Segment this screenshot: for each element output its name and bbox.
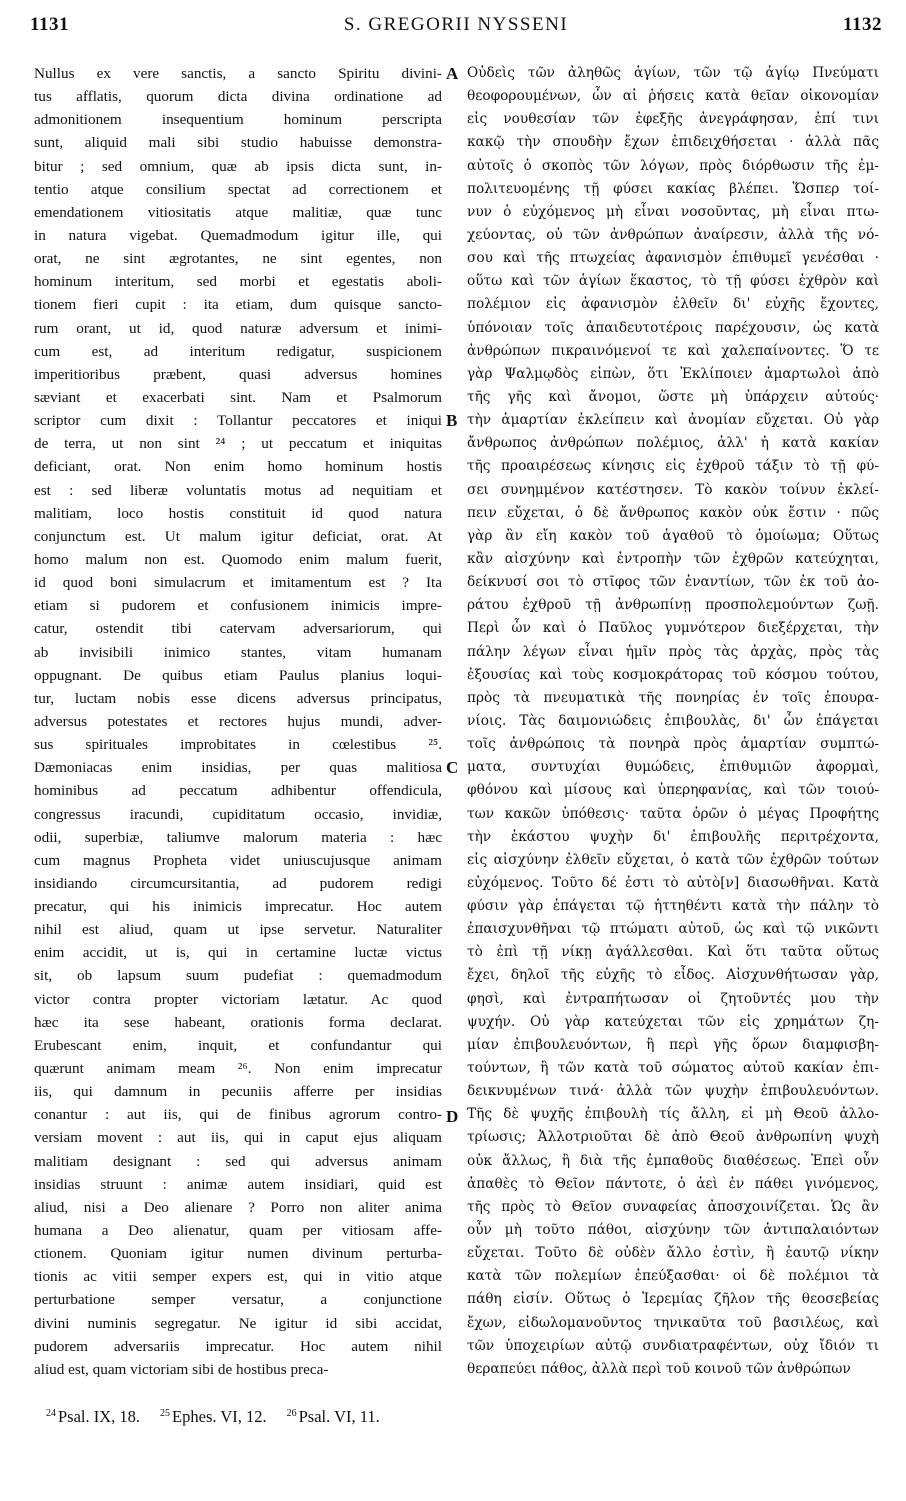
latin-text-line: malitiam designant : sed qui adversus animam — [34, 1152, 442, 1170]
latin-text-line: versiam movent : aut iis, qui in caput ejus aliquam — [34, 1129, 442, 1147]
greek-text-line: δείκνυσί σοι τὸ στῖφος τῶν ἐναντίων, τῶν ἐκ τοῦ ἀο- — [467, 574, 879, 591]
footnote — [160, 1407, 267, 1426]
latin-text-line: ab invisibili inimico stantes, vitam humanam — [34, 643, 442, 661]
latin-text-line: scriptor cum dixit : Tollantur peccatores et iniqui — [34, 412, 442, 430]
greek-text-line: τῆς πρὸς τὸ Θεῖον συναφείας ἀποσχοινίζεται. Ὡς ἂν — [467, 1198, 879, 1215]
latin-text-line: rum orant, ut id, quod naturæ adversum et inimi- — [34, 319, 442, 337]
latin-text-line: id quod boni simulacrum et imitamentum est ? Ita — [34, 574, 442, 592]
greek-text-line: τῆς γῆς καὶ ἄνομοι, ὥστε μὴ ὑπάρχειν αὐτούς· — [467, 388, 879, 405]
latin-text-line: aliud est, quam victoriam sibi de hostibus preca- — [34, 1360, 329, 1378]
latin-text-line: quærunt animam meam ²⁶. Non enim imprecatur — [34, 1060, 442, 1078]
greek-text-line: θεραπεύει πάθος, ἀλλὰ περὶ τοῦ κοινοῦ τῶν ἀνθρώπων — [467, 1360, 851, 1377]
footnote-number: 25 — [160, 1408, 171, 1419]
latin-text-line: cum est, ad interitum redigatur, suspicionem — [34, 342, 442, 360]
latin-text-line: est : sed liberæ voluntatis motus ad nequitiam et — [34, 481, 442, 499]
greek-text-line: ἐξουσίας καὶ τοὺς κοσμοκράτορας τοῦ κόσμου τούτου, — [467, 666, 879, 683]
greek-text-line: εἰς αἰσχύνην ἐλθεῖν εὔχεται, ὁ κατὰ τῶν ἐχθρῶν τούτων — [467, 851, 879, 868]
latin-text-line: cum magnus Propheta videt uniuscujusque animam — [34, 851, 442, 869]
greek-text-line: γὰρ Ψαλμῳδὸς εἰπὼν, ὅτι Ἐκλίποιεν ἁμαρτωλοὶ ἀπὸ — [467, 365, 879, 382]
latin-text-line: hæc ita sese habeant, orationis forma declarat. — [34, 1013, 442, 1031]
latin-text-line: nihil est aliud, quam ut ipse servetur. Naturaliter — [34, 921, 442, 939]
greek-text-line: οὕτω καὶ τῶν ἁγίων ἕκαστος, τὸ τῇ φύσει ἐχθρὸν καὶ — [467, 273, 879, 290]
greek-text-line: δεικνυμένων τινά· ἀλλὰ τῶν ψυχὴν ἐπιβουλευόντων. — [467, 1083, 879, 1100]
latin-text-line: Dæmoniacas enim insidias, per quas malitiosa — [34, 759, 442, 777]
footnote — [46, 1407, 140, 1426]
latin-text-line: tionem fieri cupit : ita etiam, dum quisque sancto- — [34, 296, 442, 314]
greek-text-line: τούντων, ἢ τῶν κατὰ τοῦ σώματος αὐτοῦ κακίαν ἐπι- — [467, 1060, 879, 1077]
footnotes — [46, 1407, 486, 1427]
greek-text-line: φθόνου καὶ μίσους καὶ ὑπερηφανίας, καὶ τῶν τοιού- — [467, 782, 879, 799]
greek-text-line: τῶν ὑποχειρίων αὐτῷ συνδιατραφέντων, οὐχ ἴδιόν τι — [467, 1337, 879, 1354]
latin-text-line: sæviant et exacerbati sint. Nam et Psalmorum — [34, 388, 442, 406]
latin-text-line: insidiando circumcursitantia, ad pudorem redigi — [34, 874, 442, 892]
latin-text-line: humana a Deo alienatur, quam per vitiosam affe- — [34, 1222, 442, 1240]
greek-text-line: ράτου ἐχθροῦ τῇ ἀνθρωπίνῃ προσπολεμούντων ζωῇ. — [467, 597, 879, 614]
greek-text-line: τοῖς ἀνθρώποις τὰ πονηρὰ πρὸς ἁμαρτίαν συμπτώ- — [467, 736, 879, 753]
latin-text-line: imperitioribus præbent, quasi adversus homines — [34, 365, 442, 383]
latin-text-line: precatur, qui his inimicis imprecatur. Hoc autem — [34, 898, 442, 916]
greek-text-line: τὴν ἑκάστου ψυχὴν δι' ἐπιβουλῆς περιτρέχοντα, — [467, 828, 879, 845]
greek-text-line: ψυχήν. Οὐ γὰρ κατεύχεται τῶν εἰς χρημάτων ζη- — [467, 1013, 879, 1030]
footnote-number: 26 — [286, 1408, 297, 1419]
footnote-number: 24 — [46, 1408, 56, 1419]
latin-text-line: iis, qui damnum in pecuniis afferre per insidias — [34, 1083, 442, 1101]
latin-text-line: conjunctum est. Ut malum igitur deficiat, orat. At — [34, 527, 442, 545]
greek-text-line: Οὐδεὶς τῶν ἀληθῶς ἁγίων, τῶν τῷ ἁγίῳ Πνεύματι — [467, 65, 879, 81]
greek-text-line: οὐκ ἄλλως, ἢ διὰ τῆς ἐμπαθοῦς διαθέσεως. Ἐπεὶ οὖν — [467, 1152, 879, 1169]
greek-text-line: Τῆς δὲ ψυχῆς ἐπιβουλὴ τίς ἄλλη, εἰ μὴ Θεοῦ ἀλλο- — [467, 1106, 879, 1123]
greek-text-line: τὸ ἐπὶ τῇ νίκῃ ἀγάλλεσθαι. Καὶ ὅτι ταῦτα οὕτως — [467, 944, 879, 961]
greek-text-line: ἐπαισχυνθῆναι τῷ πτώματι αὐτοῦ, ὡς καὶ τῷ νικῶντι — [467, 921, 879, 938]
latin-text-line: odii, superbiæ, taliumve malorum materia : hæc — [34, 828, 442, 846]
greek-text-line: κακῷ τὴν σπουδὴν ἔχων ἐπιδειχθήσεται · ἀλλὰ πᾶς — [467, 134, 879, 151]
latin-text-line: adversus potestates et rectores hujus mundi, adver- — [34, 712, 442, 730]
latin-text-line: tionis ac vitii semper expers est, qui in vitio atque — [34, 1268, 442, 1286]
greek-text-line: ματα, συντυχίαι θυμώδεις, ἐπιθυμιῶν ἀφορμαὶ, — [467, 759, 879, 776]
greek-text-line: μίαν ἐπιβουλευόντων, ἢ περὶ γῆς ὅρων διαμφισβη- — [467, 1036, 879, 1053]
greek-text-line: πάλην λέγων εἶναι ἡμῖν πρὸς τὰς ἀρχὰς, πρὸς τὰς — [467, 643, 879, 660]
latin-text-line: admonitionem insequentium hominum perscripta — [34, 111, 442, 129]
latin-text-line: insidias struunt : animæ autem insidiari, quid est — [34, 1175, 442, 1193]
greek-text-line: πολέμιον εἰς ἀφανισμὸν ἐλθεῖν δι' εὐχῆς ἔχοντες, — [467, 296, 879, 313]
latin-text-line: ctionem. Quoniam igitur numen divinum perturba- — [34, 1245, 442, 1263]
greek-text-line: αὐτοῖς ὁ σκοπὸς τῶν λόγων, πρὸς διόρθωσιν τῆς ἐμ- — [467, 157, 879, 174]
latin-text-line: bitur ; sed omnium, quæ ab ipsis dicta sunt, in- — [34, 157, 442, 175]
greek-text-line: ἀπαθὲς τὸ Θεῖον πάντοτε, ὁ ἀεὶ ἐν πάθει γινόμενος, — [467, 1175, 879, 1192]
greek-text-line: ἔχων, εἰδωλομανοῦντος τηνικαῦτα τοῦ βασιλέως, καὶ — [467, 1314, 879, 1331]
greek-text-line: σου καὶ τῆς πτωχείας ἀφανισμὸν ἐπιθυμεῖ γενέσθαι · — [467, 250, 879, 267]
latin-text-line: perturbatione semper versatur, a conjunctione — [34, 1291, 442, 1309]
latin-text-line: sus spirituales improbitates in cœlestibus ²⁵. — [34, 736, 442, 754]
latin-text-line: victor contra propter victoriam lætatur. Ac quod — [34, 990, 442, 1008]
greek-text-line: οὖν μὴ τοῦτο πάθοι, αἰσχύνην τῶν ἀντιπαλαιόντων — [467, 1222, 879, 1239]
greek-text-line: κἂν αἰσχύνην καὶ ἐντροπὴν τῶν ἐχθρῶν κατεύχηται, — [467, 550, 879, 567]
greek-text-line: φησὶ, καὶ ἐντραπήτωσαν οἱ ζητοῦντές μου τὴν — [467, 990, 879, 1007]
latin-text-line: enim accidit, ut is, qui in certamine luctæ victus — [34, 944, 442, 962]
latin-text-line: hominum interitum, sed morbi et egestatis aboli- — [34, 273, 442, 291]
greek-text-line: τὴν ἁμαρτίαν ἐκλείπειν καὶ ἀνομίαν εὔχεται. Οὐ γὰρ — [467, 412, 879, 429]
running-title: S. GREGORII NYSSENI — [343, 14, 569, 35]
page-header — [30, 14, 882, 42]
latin-text-line: sit, ob lapsum suum pudefiat : quemadmodum — [34, 967, 442, 985]
latin-text-line: congressus iracundi, cupiditatum occasio, invidiæ, — [34, 805, 442, 823]
footnote-text: Psal. IX, 18. — [58, 1407, 141, 1426]
greek-text-line: ἔχει, δηλοῖ τῆς εὐχῆς τὸ εἶδος. Αἰσχυνθήτωσαν γὰρ, — [467, 967, 879, 984]
section-marker-d: D — [446, 1107, 459, 1126]
greek-text-line: εὐχόμενος. Τοῦτο δέ ἐστι τὸ αὐτὸ[ν] διασωθῆναι. Κατὰ — [467, 874, 879, 891]
latin-text-line: tentio atque consilium spectat ad correctionem et — [34, 180, 442, 198]
greek-text-line: νυν ὁ εὐχόμενος μὴ εἶναι νοσοῦντας, μὴ εἶναι πτω- — [467, 203, 879, 220]
latin-text-line: homo malum non est. Quomodo enim malum fuerit, — [34, 550, 442, 568]
latin-text-line: conantur : aut iis, qui de finibus agrorum contro- — [34, 1106, 442, 1124]
greek-text-line: εὔχεται. Τοῦτο δὲ οὐδὲν ἄλλο ἐστὶν, ἢ ἑαυτῷ νίκην — [467, 1245, 879, 1262]
latin-text-line: de terra, ut non sint ²⁴ ; ut peccatum et iniquitas — [34, 435, 442, 453]
latin-text-line: sunt, aliquid mali sibi studio habuisse demonstra- — [34, 134, 442, 152]
latin-text-line: deficiant, orat. Non enim homo hominum hostis — [34, 458, 442, 476]
greek-text-line: θεοφορουμένων, ὧν αἱ ῥήσεις κατὰ θεῖαν οἰκονομίαν — [467, 88, 879, 105]
greek-text-line: κατὰ τῶν πολεμίων ἐπεύξασθαι· οἱ δὲ πολέμιοι τὰ — [467, 1268, 879, 1285]
section-marker-a: A — [446, 64, 459, 83]
latin-text-line: malitiam, loco hostis constituit id quod natura — [34, 504, 442, 522]
greek-text-line: χεύοντας, οὐ τῶν ἀνθρώπων ἀναίρεσιν, ἀλλὰ τῆς νό- — [467, 226, 879, 243]
latin-text-line: divini numinis segregatur. Ne igitur id sibi accidat, — [34, 1314, 442, 1332]
greek-text-line: πειν εὔχεται, ὁ δὲ ἄνθρωπος κακὸν οὐκ ἔστιν · πῶς — [467, 504, 879, 521]
greek-text-line: τῆς προαιρέσεως κίνησις εἰς ἐχθροῦ τάξιν τὸ τῇ φύ- — [467, 458, 879, 475]
greek-text-line: ὑπόνοιαν τοῖς ἀπαιδευτοτέροις παρέχουσιν, ὡς κατὰ — [467, 319, 879, 336]
latin-text-line: pudorem adversariis imprecatur. Hoc autem nihil — [34, 1337, 442, 1355]
latin-text-line: hominibus ad peccatum adhibentur offendicula, — [34, 782, 442, 800]
latin-text-line: aliud, nisi a Deo alienare ? Porro non aliter anima — [34, 1198, 442, 1216]
latin-text-line: emendationem vitiositatis atque malitiæ, quæ tunc — [34, 203, 442, 221]
greek-text-line: πάθη εἰσίν. Οὕτως ὁ Ἱερεμίας ζῆλον τῆς θεοσεβείας — [467, 1291, 879, 1308]
section-marker-c: C — [446, 758, 459, 777]
latin-column — [34, 62, 442, 1381]
greek-text-line: πολιτευομένης τῇ φύσει κακίας βλέπει. Ὥσπερ τοί- — [467, 180, 879, 197]
greek-text-line: τρίωσις; Ἀλλοτριοῦται δὲ ἀπὸ Θεοῦ ἀνθρωπίνη ψυχὴ — [467, 1129, 879, 1146]
greek-column — [467, 62, 879, 1381]
page-number-left: 1131 — [30, 14, 69, 35]
greek-text-line: σει συνημμένον κατέστησεν. Τὸ κακὸν τοίνυν ἐκλεί- — [467, 481, 879, 498]
greek-text-line: νίοις. Τὰς δαιμονιώδεις ἐπιβουλὰς, δι' ὧν ἐπάγεται — [467, 712, 879, 729]
footnote — [287, 1407, 380, 1426]
latin-text-line: tur, luctam nobis esse dicens adversus principatus, — [34, 689, 442, 707]
footnote-text: Ephes. VI, 12. — [172, 1407, 267, 1426]
greek-text-line: ἄνθρωπος ἀνθρώπων πολέμιος, ἀλλ' ἡ κατὰ κακίαν — [467, 435, 879, 452]
latin-text-line: tus afflatis, quorum dicta divina ordinatione ad — [34, 88, 442, 106]
latin-text-line: oppugnant. De quibus etiam Paulus planius loqui- — [34, 666, 442, 684]
greek-text-line: ἀνθρώπων πικραινόμενοί τε καὶ χαλεπαίνοντες. Ὅ τε — [467, 342, 879, 359]
greek-text-line: Περὶ ὧν καὶ ὁ Παῦλος γυμνότερον διεξέρχεται, τὴν — [467, 620, 879, 637]
greek-text-line: πρὸς τὰ πνευματικὰ τῆς πονηρίας ἐν τοῖς ἐπουρα- — [467, 689, 879, 706]
latin-text-line: orat, ne sint ægrotantes, ne sint egentes, non — [34, 250, 442, 268]
footnote-text: Psal. VI, 11. — [298, 1407, 380, 1426]
latin-text-line: in natura vigebat. Quemadmodum igitur ille, qui — [34, 226, 442, 244]
latin-text-line: etiam si pudorem et confusionem inimicis impre- — [34, 597, 442, 615]
page-number-right: 1132 — [843, 14, 882, 35]
section-marker-b: B — [446, 411, 458, 430]
latin-text-line: Nullus ex vere sanctis, a sancto Spiritu divini- — [34, 65, 442, 82]
greek-text-line: γὰρ ἂν εἴη κακὸν τοῦ ἀγαθοῦ τὸ ὁμοίωμα; Οὕτως — [467, 527, 879, 544]
greek-text-line: εἰς νουθεσίαν τῶν ἐφεξῆς ἀνεγράφησαν, ἐπί τινι — [467, 111, 879, 128]
latin-text-line: catur, ostendit tibi catervam adversariorum, qui — [34, 620, 442, 638]
latin-text-line: Erubescant enim, inquit, et confundantur qui — [34, 1036, 442, 1054]
greek-text-line: φύσιν γὰρ ἐπάγεται τῷ ἡττηθέντι κατὰ τὴν πάλην τὸ — [467, 898, 879, 915]
greek-text-line: των κακῶν ὑπόθεσις· ταῦτα ὁρῶν ὁ μέγας Προφήτης — [467, 805, 879, 822]
